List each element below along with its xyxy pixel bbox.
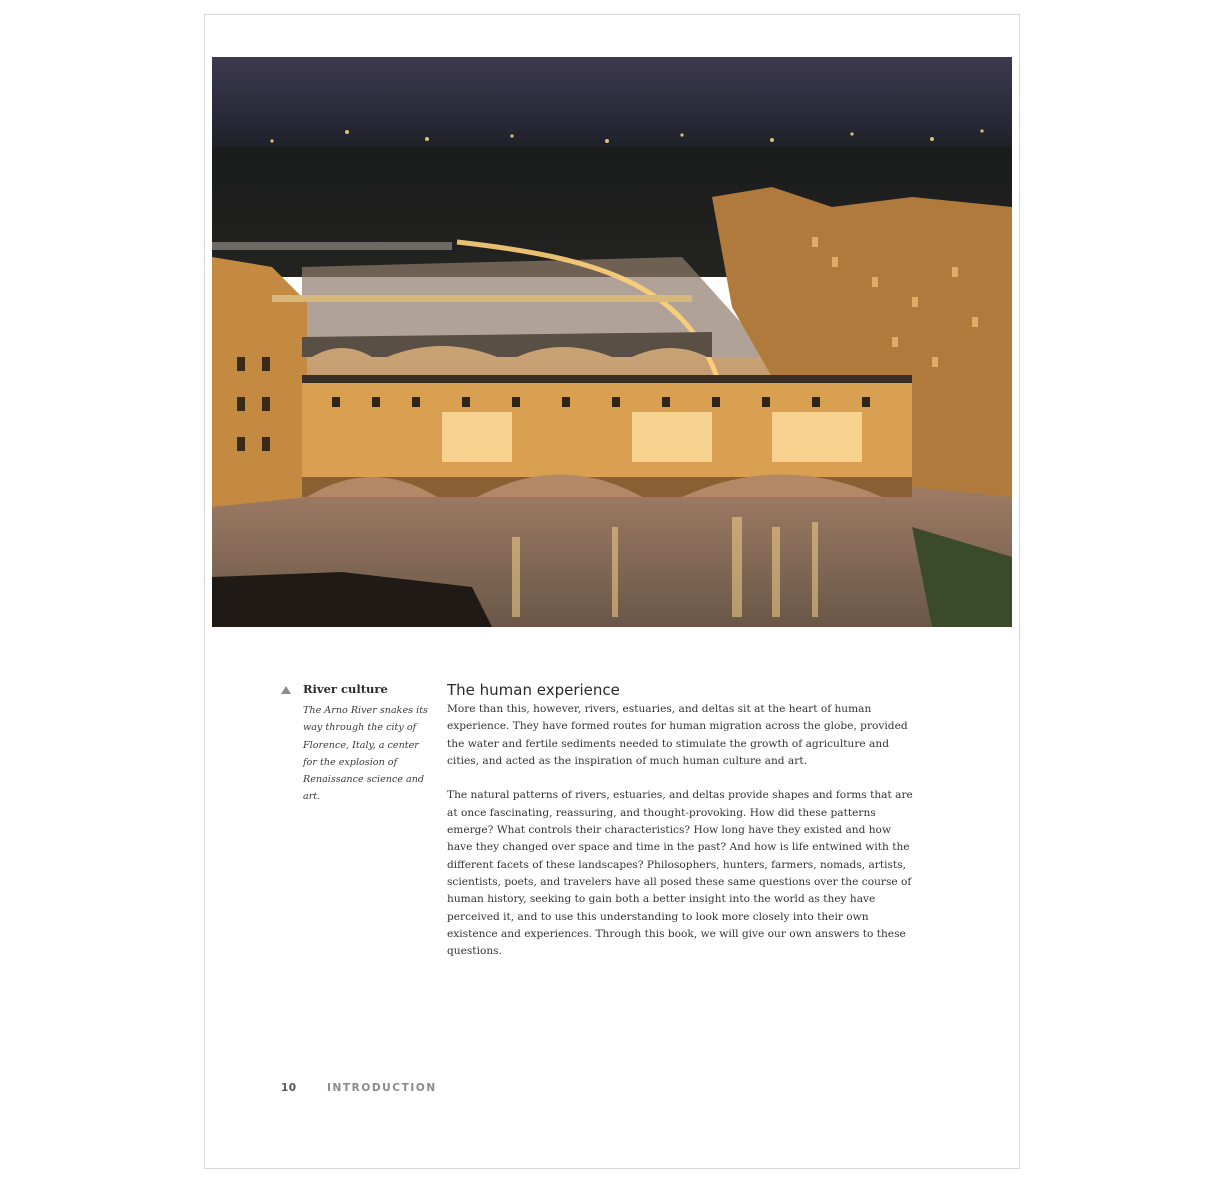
book-page	[204, 14, 1020, 1169]
page-number: 10	[281, 1082, 297, 1094]
caption-title: River culture	[303, 682, 388, 696]
body-text	[447, 701, 917, 978]
triangle-up-icon	[281, 686, 291, 694]
section-heading: The human experience	[447, 681, 620, 699]
caption-text: The Arno River snakes its way through the city of Florence, Italy, a center for the explosion of Renaissance science and art.	[303, 705, 428, 803]
night-city-river-bridge-photo	[212, 57, 1012, 627]
paragraph: More than this, however, rivers, estuaries, and deltas sit at the heart of human experience. They have formed routes for human migration across the globe, provided the water and fertile sediments needed to stimulate the growth of agriculture and cities, and acted as the inspiration of much human culture and art.	[447, 703, 908, 767]
running-footer-section: INTRODUCTION	[327, 1082, 437, 1094]
paragraph: The natural patterns of rivers, estuaries, and deltas provide shapes and forms that are at once fascinating, reassuring, and thought-provoking. How did these patterns emerge? What controls their characteristics? How long have they existed and how have they changed over space and time in the past? And how is life entwined with the different facets of these landscapes? Philosophers, hunters, farmers, nomads, artists, scientists, poets, and travelers have all posed these same questions over the course of human history, seeking to gain both a better insight into the world as they have perceived it, and to use this understanding to look more closely into their own existence and experiences. Through this book, we will give our own answers to these questions.	[447, 789, 913, 958]
